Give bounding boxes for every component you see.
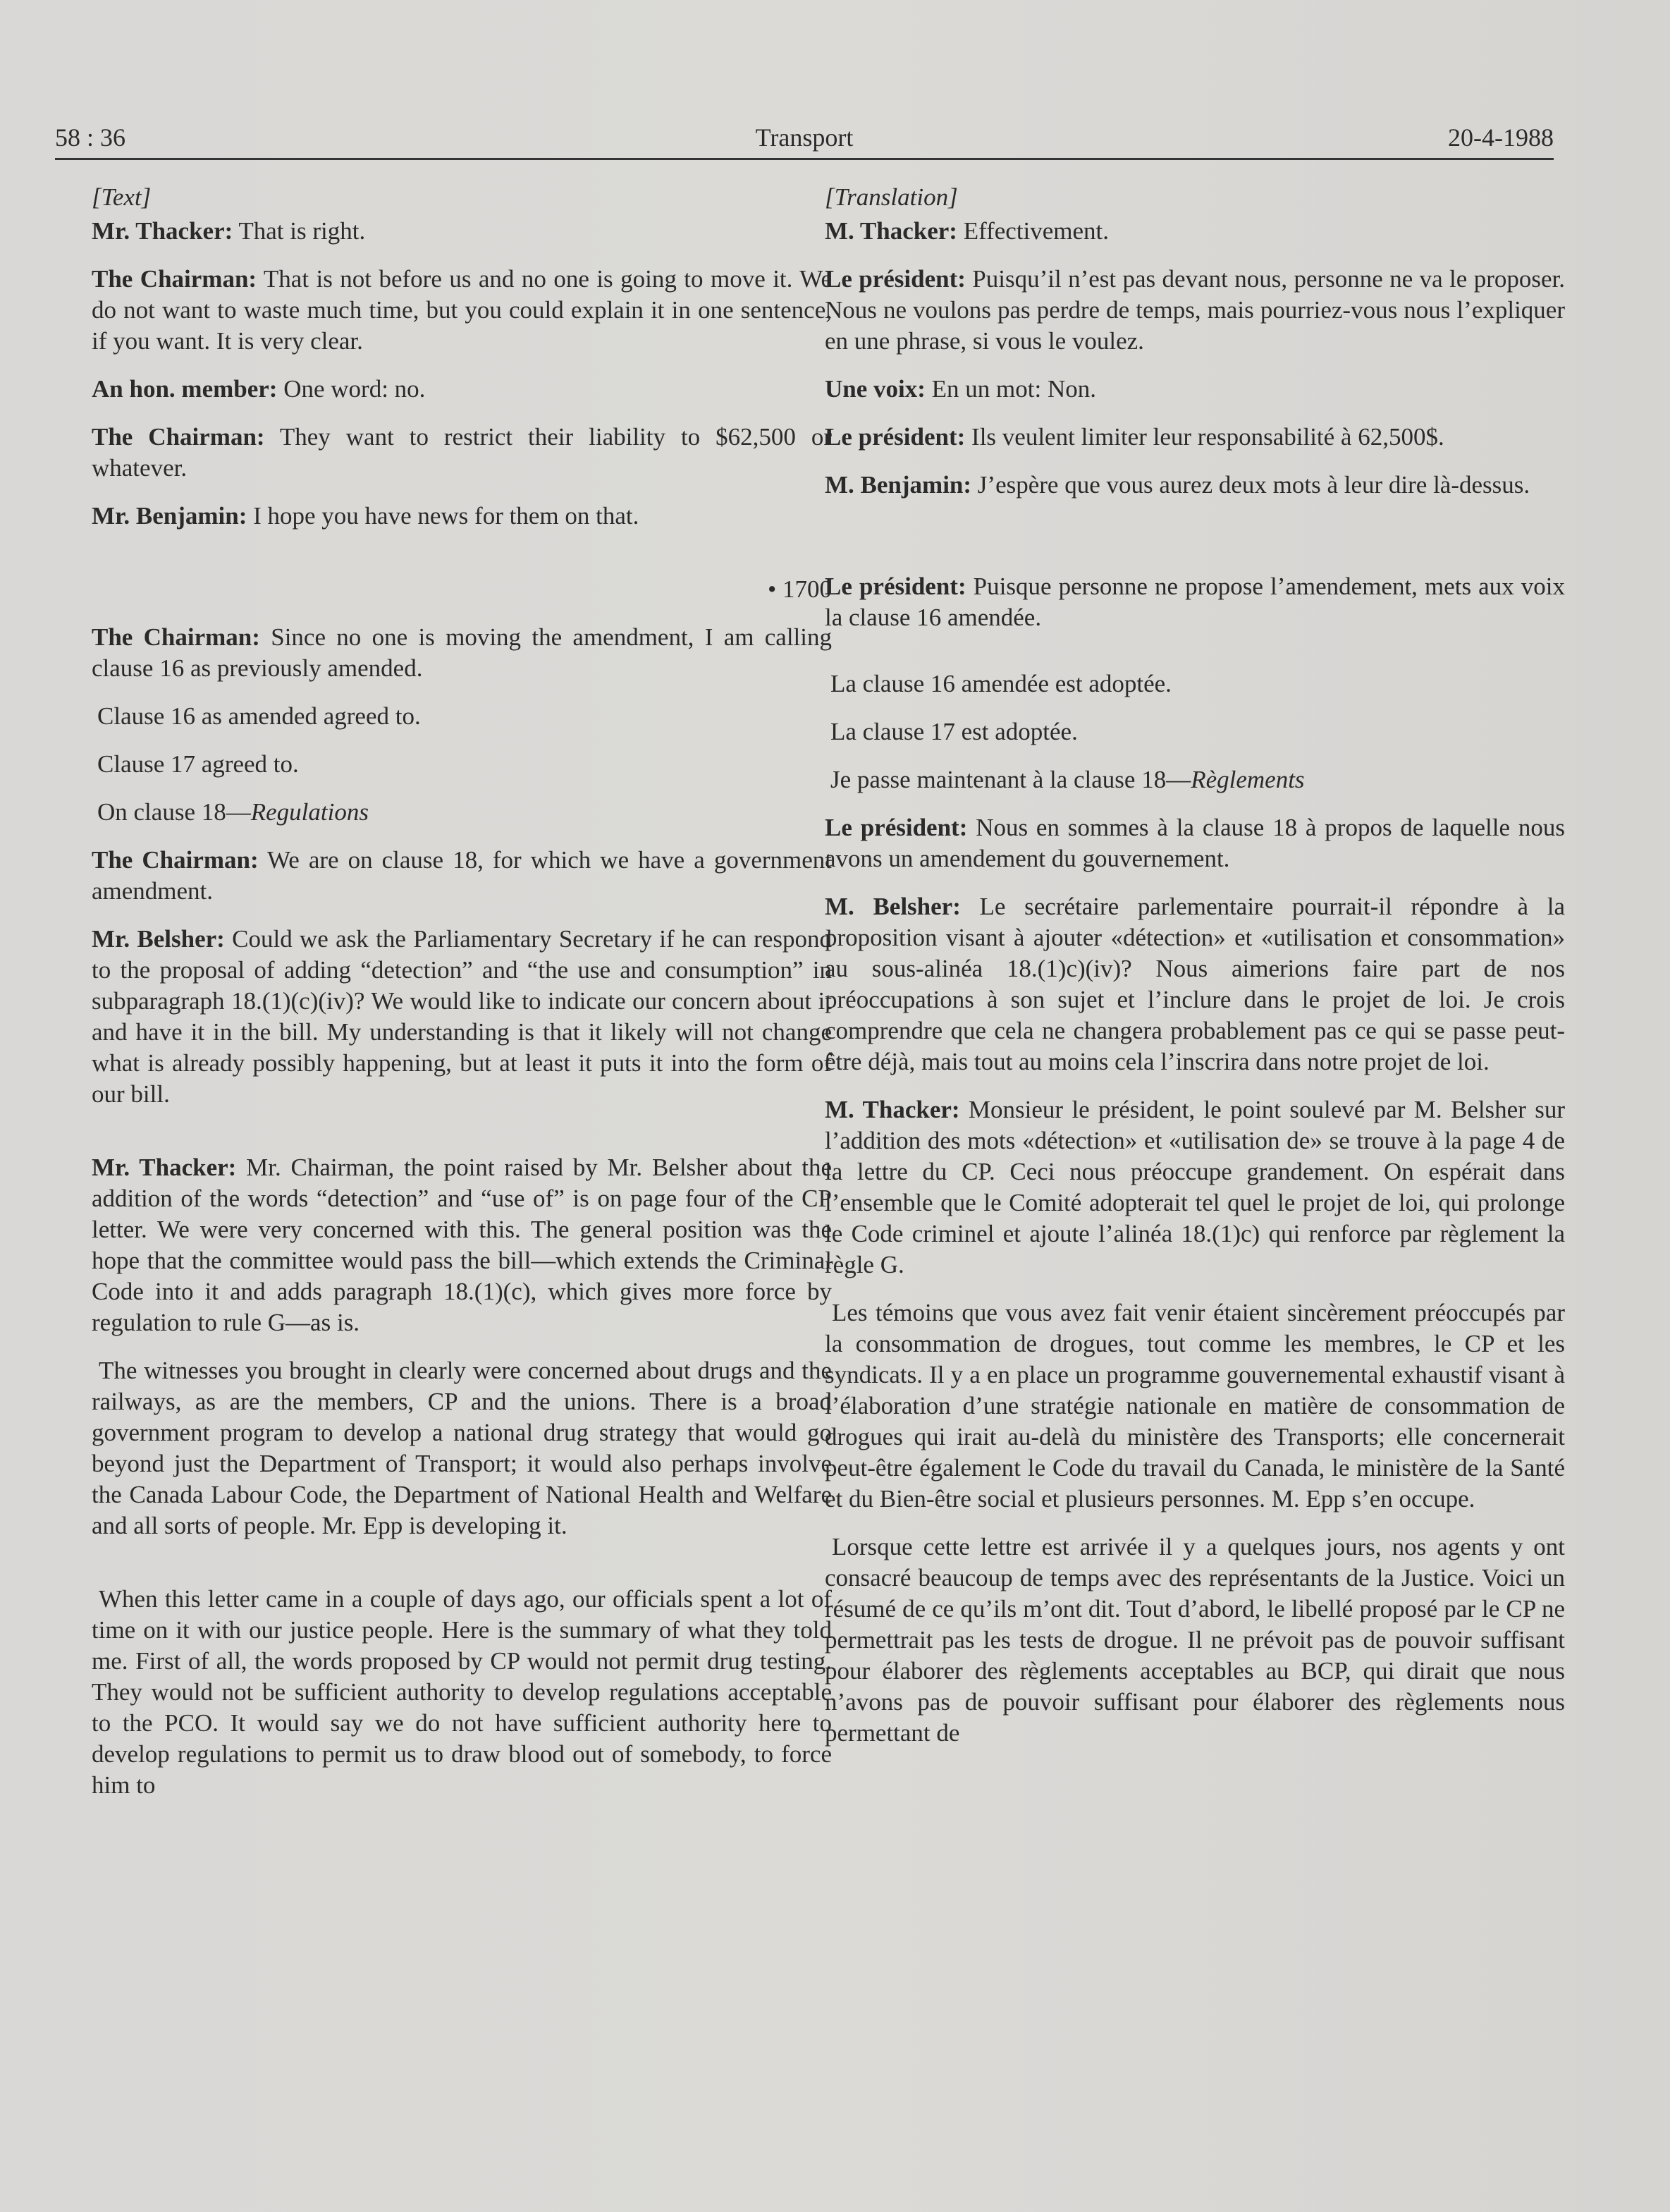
speaker: Le président: (825, 814, 968, 841)
clause-text: On clause 18— (97, 798, 251, 826)
speech: One word: no. (277, 375, 426, 403)
proceeding-note (830, 764, 1565, 795)
speech: Could we ask the Parliamentary Secretary if he can respond to the proposal of adding “detection” and “the use and consumption” in subparagraph 18.(1)(c)(iv)? We would like to indicate our concern about it and have it in the bill. My understanding is that it likely will not change what is already possibly happening, but at least it puts it into the form of our bill. (92, 925, 832, 1108)
speaker: The Chairman: (92, 423, 265, 451)
proceeding-note (97, 797, 832, 828)
speaker: The Chairman: (92, 846, 259, 874)
speech: Ils veulent limiter leur responsabilité à 62,500$. (965, 423, 1444, 451)
speaker: M. Belsher: (825, 893, 961, 920)
clause-title: Regulations (250, 798, 369, 826)
paragraph (92, 924, 832, 1110)
paragraph (825, 571, 1565, 633)
running-title: Transport (755, 123, 854, 152)
speech: Mr. Chairman, the point raised by Mr. Belsher about the addition of the words “detection” and “use of” is on page four of the CP letter. We were very concerned with this. The general position was the hope that the committee would pass the bill—which extends the Criminal Code into it and adds paragraph 18.(1)(c), which gives more force by regulation to rule G—as is. (92, 1154, 832, 1336)
time-marker: • 1700 (767, 575, 832, 603)
paragraph (92, 501, 832, 532)
speech: That is right. (233, 217, 366, 245)
speaker: Le président: (825, 265, 966, 293)
paragraph: When this letter came in a couple of days ago, our officials spent a lot of time on it with our justice people. Here is the summary of what they told me. First of all, the words proposed by CP would not permit drug testing. They would not be sufficient authority to develop regulations acceptable to the PCO. It would say we do not have sufficient authority here to develop regulations to permit us to draw blood out of somebody, to force him to (92, 1585, 832, 1799)
paragraph (825, 422, 1565, 453)
paragraph (92, 622, 832, 684)
paragraph: The witnesses you brought in clearly were concerned about drugs and the railways, as are the members, CP and the unions. There is a broad government program to develop a national drug strategy that would go beyond just the Department of Transport; it would also perhaps involve the Canada Labour Code, the Department of National Health and Welfare and all sorts of people. Mr. Epp is developing it. (92, 1357, 832, 1539)
speech: They want to restrict their liability to $62,500 or whatever. (92, 423, 832, 482)
paragraph (825, 1094, 1565, 1281)
proceeding-note: La clause 17 est adoptée. (830, 718, 1078, 745)
speech: I hope you have news for them on that. (247, 502, 639, 530)
speaker: M. Thacker: (825, 217, 957, 245)
paragraph (825, 374, 1565, 405)
speech: Puisque personne ne propose l’amendement, mets aux voix la clause 16 amendée. (825, 573, 1565, 631)
speech: En un mot: Non. (925, 375, 1096, 403)
paragraph (92, 1152, 832, 1338)
header-rule (55, 158, 1554, 160)
paragraph (92, 264, 832, 357)
speaker: The Chairman: (92, 623, 260, 651)
clause-text: Je passe maintenant à la clause 18— (830, 766, 1191, 793)
paragraph (825, 264, 1565, 357)
speech: Effectivement. (957, 217, 1110, 245)
speaker: Mr. Thacker: (92, 1154, 237, 1181)
page-header (55, 123, 1554, 158)
speech: We are on clause 18, for which we have a government amendment. (92, 846, 832, 905)
paragraph (92, 374, 832, 405)
speech: J’espère que vous aurez deux mots à leur dire là-dessus. (971, 471, 1530, 499)
proceeding-note: Clause 16 as amended agreed to. (97, 702, 421, 730)
speaker: Le président: (825, 423, 966, 451)
language-tag: [Translation] (825, 183, 958, 211)
paragraph (825, 812, 1565, 874)
speaker: Mr. Thacker: (92, 217, 233, 245)
speaker: M. Benjamin: (825, 471, 972, 499)
language-tag: [Text] (92, 183, 152, 211)
paragraph: Les témoins que vous avez fait venir étaient sincèrement préoccupés par la consommation de drogues, tout comme les membres, le CP et les syndicats. Il y a en place un programme gouvernemental exhaustif visant à l’élaboration d’une stratégie nationale en matière de consommation de drogues qui irait au-delà du ministère des Transports; elle concernerait peut-être également le Code du travail du Canada, le ministère de la Santé et du Bien-être social et plusieurs personnes. M. Epp s’en occupe. (825, 1299, 1565, 1513)
speech: Since no one is moving the amendment, I am calling clause 16 as previously amended. (92, 623, 833, 682)
speaker: Mr. Benjamin: (92, 502, 247, 530)
speaker: Une voix: (825, 375, 926, 403)
speaker: M. Thacker: (825, 1096, 960, 1123)
speaker: Mr. Belsher: (92, 925, 225, 953)
speaker: The Chairman: (92, 265, 257, 293)
speech: Monsieur le président, le point soulevé par M. Belsher sur l’addition des mots «détection» et «utilisation de» se trouve à la page 4 de la lettre du CP. Ceci nous préoccupe grandement. On espérait dans l’ensemble que le Comité adopterait tel quel le projet de loi, qui prolonge le Code criminel et ajoute l’alinéa 18.(1)c) qui renforce par règlement la règle G. (825, 1096, 1565, 1278)
speaker: An hon. member: (92, 375, 278, 403)
speech: Puisqu’il n’est pas devant nous, personne ne va le proposer. Nous ne voulons pas perdre de temps, mais pourriez-vous nous l’expliquer en une phrase, si vous le voulez. (825, 265, 1565, 355)
proceeding-note: Clause 17 agreed to. (97, 750, 299, 778)
paragraph: Lorsque cette lettre est arrivée il y a quelques jours, nos agents y ont consacré beaucoup de temps avec des représentants de la Justice. Voici un résumé de ce qu’ils m’ont dit. Tout d’abord, le libellé proposé par le CP ne permettrait pas les tests de drogue. Il ne prévoit pas de pouvoir suffisant pour élaborer des règlements acceptables au BCP, qui dirait que nous n’avons pas de pouvoir suffisant pour élaborer des règlements nous permettant de (825, 1533, 1565, 1747)
page-number: 58 : 36 (55, 123, 126, 152)
speech: Nous en sommes à la clause 18 à propos de laquelle nous avons un amendement du gouvernement. (825, 814, 1565, 872)
paragraph (825, 216, 1565, 247)
proceeding-note: La clause 16 amendée est adoptée. (830, 670, 1172, 697)
paragraph (825, 470, 1565, 501)
page-date: 20-4-1988 (1448, 123, 1554, 152)
paragraph (92, 216, 832, 247)
paragraph (825, 891, 1565, 1077)
speaker: Le président: (825, 573, 966, 600)
french-column (825, 182, 1565, 1766)
speech: Le secrétaire parlementaire pourrait-il répondre à la proposition visant à ajouter «détection» et «utilisation et consommation» au sous-alinéa 18.(1)c)(iv)? Nous aimerions faire part de nos préoccupations à son sujet et l’inclure dans le projet de loi. Je crois comprendre que cela ne changera probablement pas ce qui se passe peut-être déjà, mais tout au moins cela l’inscrira dans notre projet de loi. (825, 893, 1565, 1075)
clause-title: Règlements (1191, 766, 1305, 793)
paragraph (92, 845, 832, 907)
paragraph (92, 422, 832, 484)
speech: That is not before us and no one is going to move it. We do not want to waste much time, but you could explain it in one sentence, if you want. It is very clear. (92, 265, 832, 355)
english-column (92, 182, 832, 1818)
